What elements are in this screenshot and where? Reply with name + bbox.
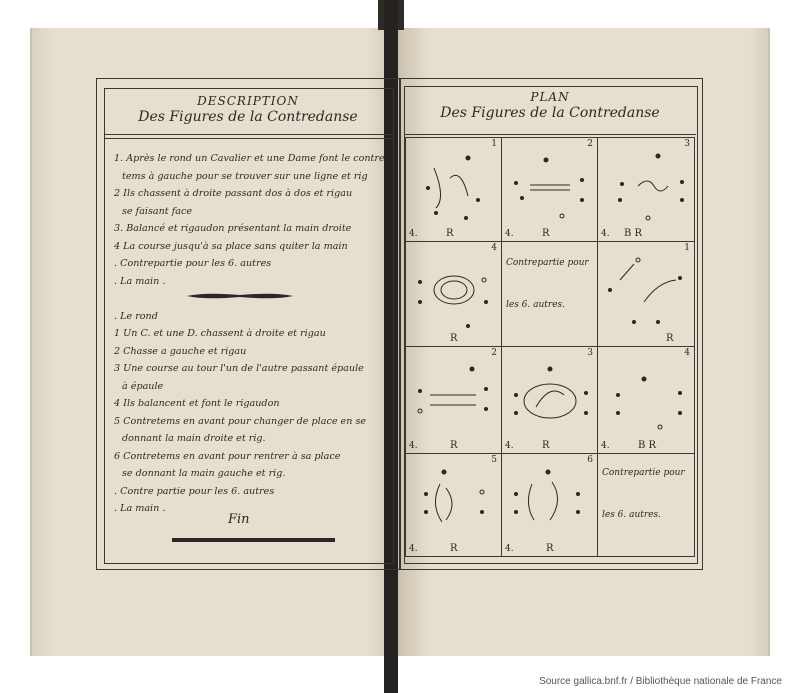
description-line: se faisant face [122,205,193,217]
dance-figure-icon [406,347,503,455]
description-lines [114,150,392,518]
cell-label: B R [638,440,657,451]
cell-corner: 4. [409,544,418,554]
cell-corner: 4. [505,544,514,554]
cell-number: 3 [587,348,593,358]
cell-label: R [446,228,454,239]
plan-cell [597,137,695,242]
right-heading-title: PLAN [530,90,570,104]
left-heading [104,94,392,125]
left-heading-subtitle: Des Figures de la Contredanse [138,109,358,125]
fin-rule [172,538,335,542]
figure-plan-grid [405,137,695,557]
cell-label: R [542,228,550,239]
cell-number: 2 [491,348,497,358]
plan-cell [501,346,598,454]
dance-figure-icon [502,138,599,243]
description-line: 5 Contretems en avant pour changer de place en se [114,415,367,427]
cell-corner: 4. [601,441,610,451]
plan-cell [501,453,598,557]
dance-figure-icon [598,138,696,243]
cell-corner: 4. [601,229,610,239]
contrepartie-text: Contrepartie pour [506,258,589,268]
description-line: 6 Contretems en avant pour rentrer à sa place [114,450,341,462]
description-line: . La main . [114,503,166,514]
description-line: . La main . [114,275,166,287]
cell-corner: 4. [409,229,418,239]
cell-number: 1 [491,139,497,149]
plan-cell [501,241,598,347]
description-line: 1 Un C. et une D. chassent à droite et rigau [114,328,326,339]
source-credit: Source gallica.bnf.fr / Bibliothèque nationale de France [539,676,782,687]
dance-figure-icon [598,242,696,348]
cell-label: R [450,440,458,451]
description-line: tems à gauche pour se trouver sur une ligne et rig [122,170,368,182]
plan-cell [501,137,598,242]
description-line: 4 Ils balancent et font le rigaudon [114,398,280,409]
plan-cell [405,241,502,347]
description-line: . Contrepartie pour les 6. autres [114,258,272,269]
cell-number: 3 [684,139,690,149]
cell-number: 5 [491,455,497,465]
cell-number: 4 [684,348,690,358]
description-line: 3 Une course au tour l'un de l'autre passant épaule [114,363,364,374]
cell-label: B R [624,228,643,239]
cell-label: R [666,333,674,344]
left-heading-rule-2 [104,138,394,139]
description-line: à épaule [122,380,164,392]
right-heading-subtitle: Des Figures de la Contredanse [440,105,660,121]
cell-number: 6 [587,455,593,465]
plan-cell [405,453,502,557]
ornament-divider [185,292,295,300]
plan-cell [597,346,695,454]
description-line: 1. Après le rond un Cavalier et une Dame font le contre [114,153,385,164]
description-line: 3. Balancé et rigaudon présentant la main droite [114,223,352,234]
description-line: 4 La course jusqu'à sa place sans quiter la main [114,240,348,252]
left-heading-rule [104,134,394,135]
dance-figure-icon [598,347,696,455]
dance-figure-icon [406,138,503,243]
plan-cell [405,346,502,454]
cell-number: 2 [587,139,593,149]
plan-cell [597,453,695,557]
description-line: donnant la main droite et rig. [122,433,266,444]
dance-figure-icon [502,347,599,455]
plan-cell [405,137,502,242]
cell-number: 4 [491,243,497,253]
contrepartie-text: Contrepartie pour [602,468,685,478]
description-line: 2 Chasse a gauche et rigau [114,345,247,357]
plan-cell [597,241,695,347]
left-heading-title: DESCRIPTION [197,94,299,108]
right-heading [404,90,696,121]
cell-label: R [542,440,550,451]
cell-label: R [546,543,554,554]
description-line: se donnant la main gauche et rig. [122,468,286,479]
cell-corner: 4. [409,441,418,451]
cell-label: R [450,333,458,344]
right-heading-rule [404,134,696,135]
description-line: 2 Ils chassent à droite passant dos à dos et rigau [114,188,353,199]
description-line: . Le rond [114,310,158,322]
description-line: . Contre partie pour les 6. autres [114,485,275,497]
cell-corner: 4. [505,229,514,239]
contrepartie-text: les 6. autres. [506,300,566,310]
cell-label: R [450,543,458,554]
cell-corner: 4. [505,441,514,451]
contrepartie-text: les 6. autres. [602,510,662,520]
fin-label: Fin [228,512,250,527]
cell-number: 1 [684,243,690,253]
